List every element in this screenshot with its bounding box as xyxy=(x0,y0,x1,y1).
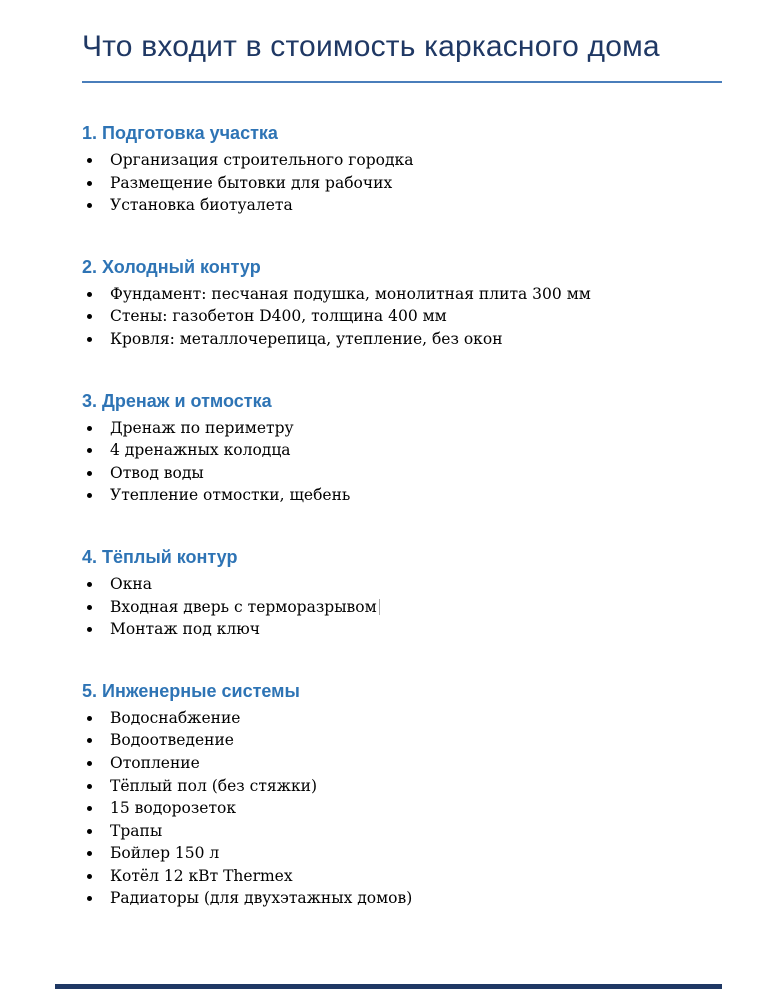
list-item-text: Отвод воды xyxy=(110,463,204,482)
list-item xyxy=(82,439,722,462)
list-item xyxy=(82,729,722,752)
list-item xyxy=(82,618,722,641)
list-item xyxy=(82,417,722,440)
list-item xyxy=(82,707,722,730)
list-item xyxy=(82,194,722,217)
section-heading: 4. Тёплый контур xyxy=(82,546,238,567)
text-cursor-caret xyxy=(379,599,380,615)
list-item xyxy=(82,775,722,798)
list-item-text: Стены: газобетон D400, толщина 400 мм xyxy=(110,307,447,326)
list-item xyxy=(82,865,722,888)
list-item-text: Окна xyxy=(110,574,152,593)
list-item-text: Монтаж под ключ xyxy=(110,620,260,639)
next-page-edge xyxy=(55,984,722,989)
section xyxy=(82,255,722,351)
list-item xyxy=(82,484,722,507)
section xyxy=(82,545,722,641)
sections-container xyxy=(82,121,722,910)
section xyxy=(82,679,722,910)
list-item-text: Отопление xyxy=(110,753,200,772)
section-list xyxy=(82,573,722,641)
list-item-text: Дренаж по периметру xyxy=(110,418,294,437)
section-list xyxy=(82,707,722,910)
list-item xyxy=(82,573,722,596)
document-header xyxy=(82,26,722,83)
list-item-text: Размещение бытовки для рабочих xyxy=(110,173,393,192)
list-item xyxy=(82,149,722,172)
list-item-text: Котёл 12 кВт Thermex xyxy=(110,866,293,885)
list-item xyxy=(82,305,722,328)
section-list xyxy=(82,283,722,351)
list-item xyxy=(82,462,722,485)
section-list xyxy=(82,417,722,507)
list-item-text: Фундамент: песчаная подушка, монолитная плита 300 мм xyxy=(110,284,591,303)
list-item xyxy=(82,752,722,775)
list-item-text: Бойлер 150 л xyxy=(110,844,220,863)
section-heading: 1. Подготовка участка xyxy=(82,123,278,143)
list-item xyxy=(82,842,722,865)
section xyxy=(82,121,722,217)
list-item-text: Радиаторы (для двухэтажных домов) xyxy=(110,889,413,908)
list-item-text: Организация строительного городка xyxy=(110,151,414,169)
list-item-text: Водоснабжение xyxy=(110,708,241,727)
list-item-text: Установка биотуалета xyxy=(110,196,293,215)
list-item xyxy=(82,887,722,910)
list-item-text: 15 водорозеток xyxy=(110,799,237,818)
list-item-text: Утепление отмостки, щебень xyxy=(110,486,351,505)
section-list xyxy=(82,149,722,217)
section-heading: 5. Инженерные системы xyxy=(82,680,300,701)
section-heading: 2. Холодный контур xyxy=(82,256,261,277)
list-item xyxy=(82,283,722,306)
list-item xyxy=(82,797,722,820)
list-item xyxy=(82,172,722,195)
list-item xyxy=(82,596,722,619)
section-heading: 3. Дренаж и отмостка xyxy=(82,390,272,411)
section xyxy=(82,389,722,507)
list-item-text: Входная дверь с терморазрывом xyxy=(110,597,377,616)
list-item-text: Тёплый пол (без стяжки) xyxy=(110,776,318,795)
page-title: Что входит в стоимость каркасного дома xyxy=(82,30,660,63)
list-item-text: 4 дренажных колодца xyxy=(110,441,291,460)
list-item-text: Трапы xyxy=(110,821,163,840)
title-underline-rule xyxy=(82,81,722,83)
list-item-text: Кровля: металлочерепица, утепление, без окон xyxy=(110,329,503,348)
list-item xyxy=(82,328,722,351)
list-item-text: Водоотведение xyxy=(110,731,234,750)
list-item xyxy=(82,820,722,843)
